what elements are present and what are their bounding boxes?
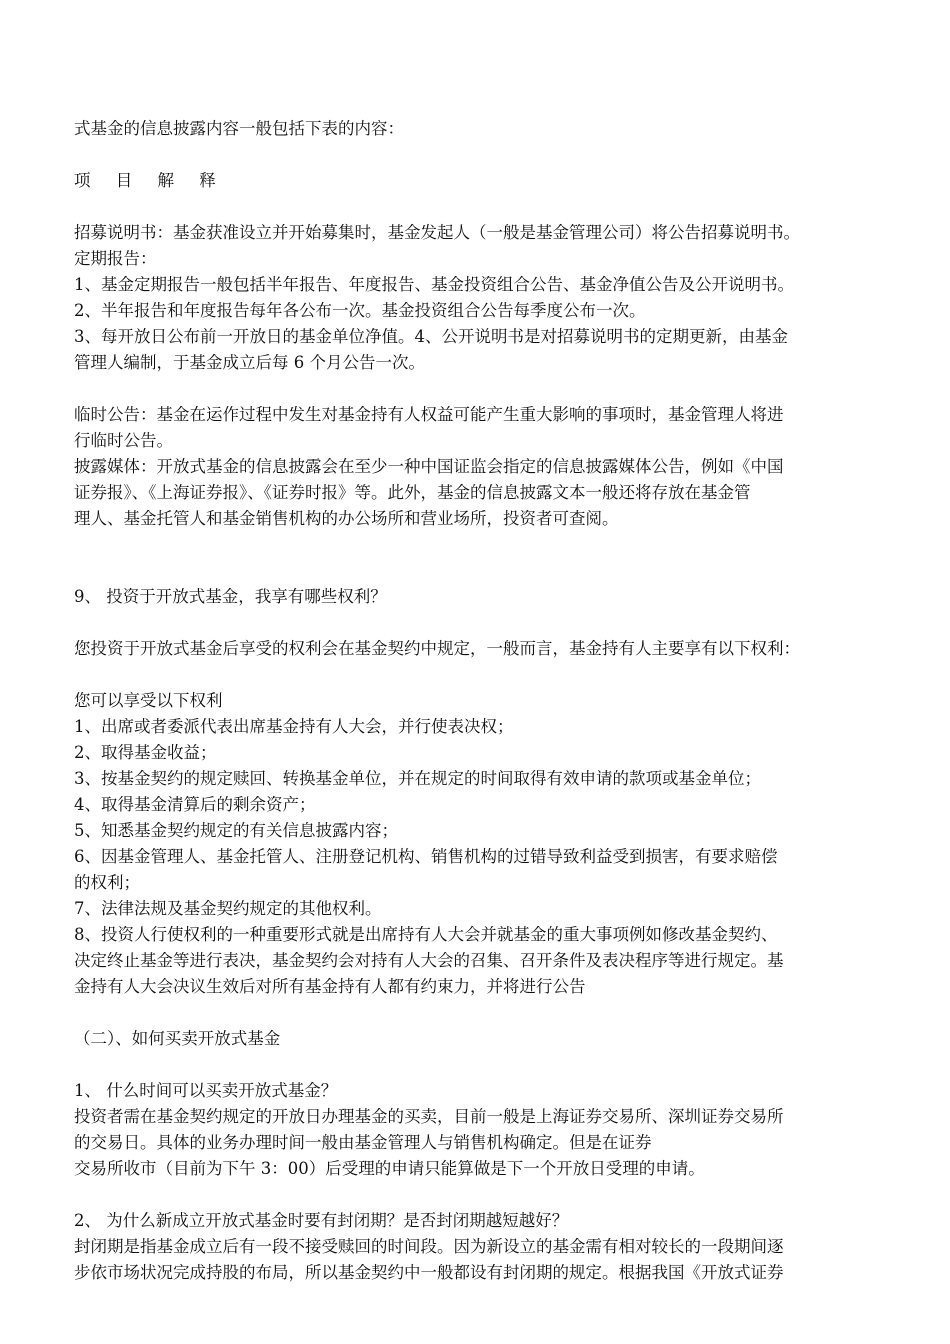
intro-line: 式基金的信息披露内容一般包括下表的内容： xyxy=(74,119,404,138)
right-item-8a: 8、投资人行使权利的一种重要形式就是出席持有人大会并就基金的重大事项例如修改基金契约、 xyxy=(74,925,778,944)
right-item-8b: 决定终止基金等进行表决，基金契约会对持有人大会的召集、召开条件及表决程序等进行规定。基 xyxy=(74,951,784,970)
prospectus-line: 招募说明书：基金获准设立并开始募集时，基金发起人（一般是基金管理公司）将公告招募说明书。 xyxy=(74,223,800,242)
document-body xyxy=(74,116,894,1286)
q9-heading: 9、 投资于开放式基金，我享有哪些权利？ xyxy=(74,587,387,606)
temporary-line-a: 临时公告：基金在运作过程中发生对基金持有人权益可能产生重大影响的事项时，基金管理人将进 xyxy=(74,405,784,424)
s2-q2-line-a: 封闭期是指基金成立后有一段不接受赎回的时间段。因为新设立的基金需有相对较长的一段期间逐 xyxy=(74,1237,784,1256)
temporary-line-b: 行临时公告。 xyxy=(74,431,173,450)
media-line-a: 披露媒体：开放式基金的信息披露会在至少一种中国证监会指定的信息披露媒体公告，例如《中国 xyxy=(74,457,784,476)
table-header: 项 目 解 释 xyxy=(74,171,226,190)
s2-q1-line-c: 交易所收市（目前为下午 3：00）后受理的申请只能算做是下一个开放日受理的申请。 xyxy=(74,1159,705,1178)
right-item-1: 1、出席或者委派代表出席基金持有人大会，并行使表决权； xyxy=(74,717,514,736)
periodic-item-1: 1、基金定期报告一般包括半年报告、年度报告、基金投资组合公告、基金净值公告及公开说明书。 xyxy=(74,275,794,294)
section2-heading: （二）、如何买卖开放式基金 xyxy=(74,1029,281,1048)
right-item-7: 7、法律法规及基金契约规定的其他权利。 xyxy=(74,899,382,918)
right-item-3: 3、按基金契约的规定赎回、转换基金单位，并在规定的时间取得有效申请的款项或基金单位； xyxy=(74,769,761,788)
media-line-c: 理人、基金托管人和基金销售机构的办公场所和营业场所，投资者可查阅。 xyxy=(74,509,619,528)
s2-q1-line-a: 投资者需在基金契约规定的开放日办理基金的买卖，目前一般是上海证券交易所、深圳证券交易所 xyxy=(74,1107,784,1126)
s2-q1-line-b: 的交易日。具体的业务办理时间一般由基金管理人与销售机构确定。但是在证券 xyxy=(74,1133,652,1152)
s2-q1-heading: 1、 什么时间可以买卖开放式基金？ xyxy=(74,1081,338,1100)
right-item-2: 2、取得基金收益； xyxy=(74,743,217,762)
s2-q2-line-b: 步依市场状况完成持股的布局，所以基金契约中一般都设有封闭期的规定。根据我国《开放式证券 xyxy=(74,1263,784,1282)
media-line-b: 证券报》、《上海证券报》、《证券时报》等。此外，基金的信息披露文本一般还将存放在基金管 xyxy=(74,483,751,502)
s2-q2-heading: 2、 为什么新成立开放式基金时要有封闭期？是否封闭期越短越好？ xyxy=(74,1211,569,1230)
right-item-5: 5、知悉基金契约规定的有关信息披露内容； xyxy=(74,821,398,840)
periodic-item-3b: 管理人编制，于基金成立后每 6 个月公告一次。 xyxy=(74,353,425,372)
rights-title: 您可以享受以下权利 xyxy=(74,691,223,710)
q9-intro: 您投资于开放式基金后享受的权利会在基金契约中规定，一般而言，基金持有人主要享有以下权利： xyxy=(74,639,800,658)
right-item-6b: 的权利； xyxy=(74,873,140,892)
periodic-item-2: 2、半年报告和年度报告每年各公布一次。基金投资组合公告每季度公布一次。 xyxy=(74,301,646,320)
right-item-8c: 金持有人大会决议生效后对所有基金持有人都有约束力，并将进行公告 xyxy=(74,977,586,996)
periodic-item-3a: 3、每开放日公布前一开放日的基金单位净值。4、公开说明书是对招募说明书的定期更新，由基金 xyxy=(74,327,788,346)
right-item-4: 4、取得基金清算后的剩余资产； xyxy=(74,795,316,814)
right-item-6a: 6、因基金管理人、基金托管人、注册登记机构、销售机构的过错导致利益受到损害，有要求赔偿 xyxy=(74,847,778,866)
periodic-title: 定期报告： xyxy=(74,249,157,268)
